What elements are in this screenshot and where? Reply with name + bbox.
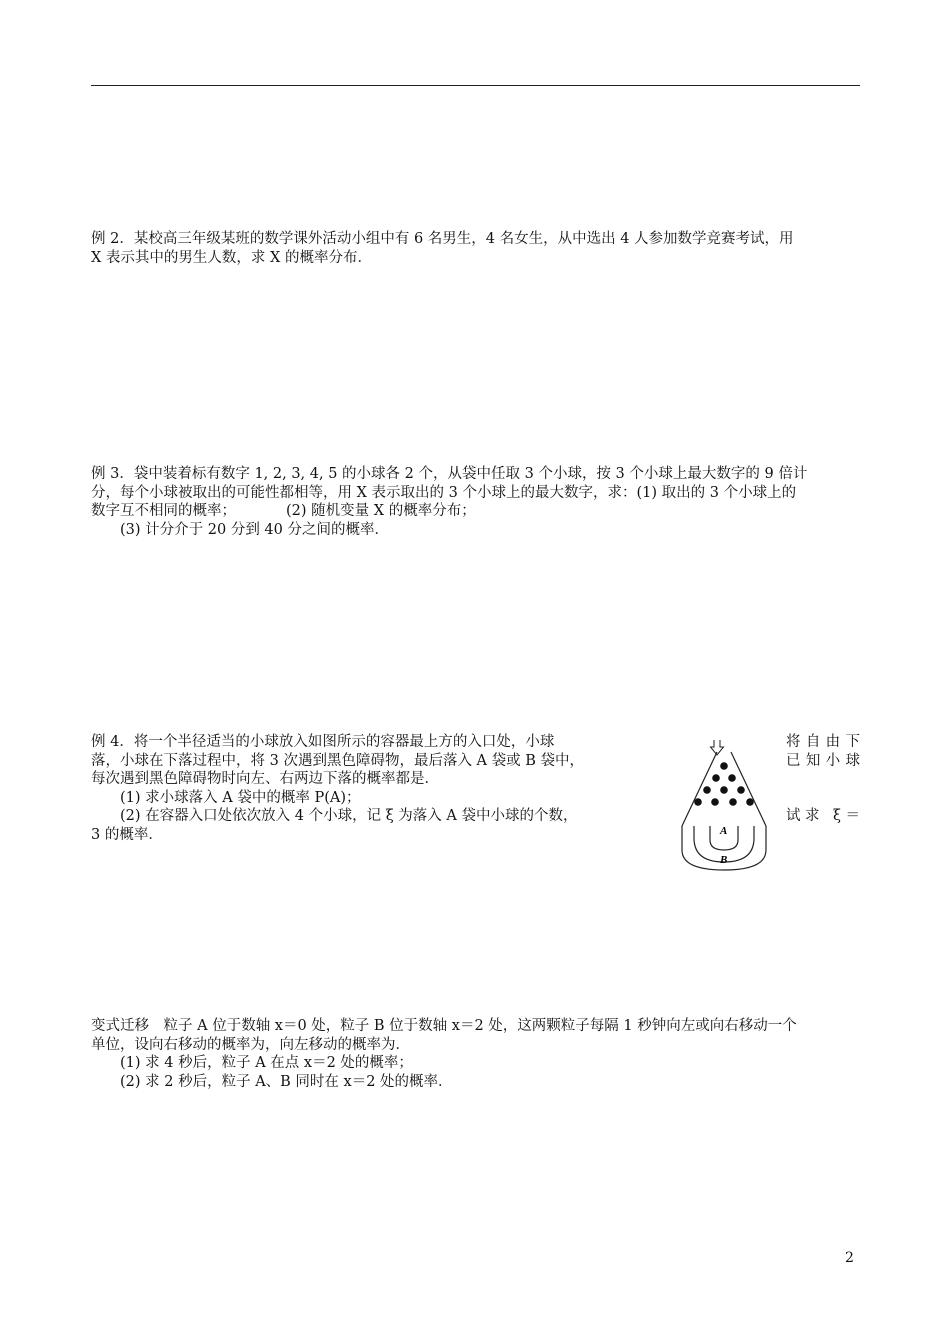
example-2-line-2: X 表示其中的男生人数，求 X 的概率分布． [91,249,372,266]
example-4-line-6: 3 的概率． [91,826,163,843]
example-3 [91,465,807,539]
example-4-line-3: 每次遇到黑色障碍物时向左、右两边下落的概率都是． [91,771,439,787]
example-4-right-column [786,733,860,826]
bag-a-label: A [720,825,728,837]
example-4-line-5: (2) 在容器入口处依次放入 4 个小球，记 ξ 为落入 A 袋中小球的个数， [120,808,578,824]
example-4-right-1: 将自由下 [786,734,860,750]
example-3-line-4: (3) 计分介于 20 分到 40 分之间的概率． [120,521,389,538]
page-number: 2 [845,1250,854,1266]
example-4-line-4: (1) 求小球落入 A 袋中的概率 P(A)； [120,789,361,806]
variant-line-2: 单位，设向右移动的概率为，向左移动的概率为． [91,1036,410,1053]
variant-line-3: (1) 求 4 秒后，粒子 A 在点 x＝2 处的概率； [120,1055,413,1071]
example-4-line-2: 落，小球在下落过程中，将 3 次遇到黑色障碍物，最后落入 A 袋或 B 袋中， [91,752,585,769]
example-2-line-1: 例 2．某校高三年级某班的数学课外活动小组中有 6 名男生，4 名女生，从中选出 4 人参加数学竞赛考试，用 [91,231,794,247]
example-2 [91,230,794,267]
example-4-line-1: 例 4．将一个半径适当的小球放入如图所示的容器最上方的入口处，小球 [91,734,555,750]
container-diagram [676,738,772,876]
example-4-right-3: 试求 ξ＝ [786,808,860,824]
variant-line-1: 变式迁移 粒子 A 位于数轴 x＝0 处，粒子 B 位于数轴 x＝2 处，这两颗粒子每隔 1 秒钟向左或向右移动一个 [91,1018,797,1034]
example-3-line-3a: 数字互不相同的概率； [91,503,236,519]
example-4 [91,733,584,844]
bag-b-label: B [720,854,728,866]
example-4-right-2: 已知小球 [786,752,860,769]
container-diagram-svg [676,738,772,876]
example-3-line-3 [91,502,807,521]
variant-line-4: (2) 求 2 秒后，粒子 A、B 同时在 x＝2 处的概率． [120,1073,453,1090]
header-rule [91,85,860,86]
example-3-line-2: 分，每个小球被取出的可能性都相等，用 X 表示取出的 3 个小球上的最大数字，求：(1) 取出的 3 个小球上的 [91,484,797,501]
example-3-line-1: 例 3．袋中装着标有数字 1, 2, 3, 4, 5 的小球各 2 个，从袋中任取 3 个小球，按 3 个小球上最大数字的 9 倍计 [91,466,808,482]
variant-exercise [91,1017,797,1091]
example-3-line-3b: (2) 随机变量 X 的概率分布； [286,503,476,519]
